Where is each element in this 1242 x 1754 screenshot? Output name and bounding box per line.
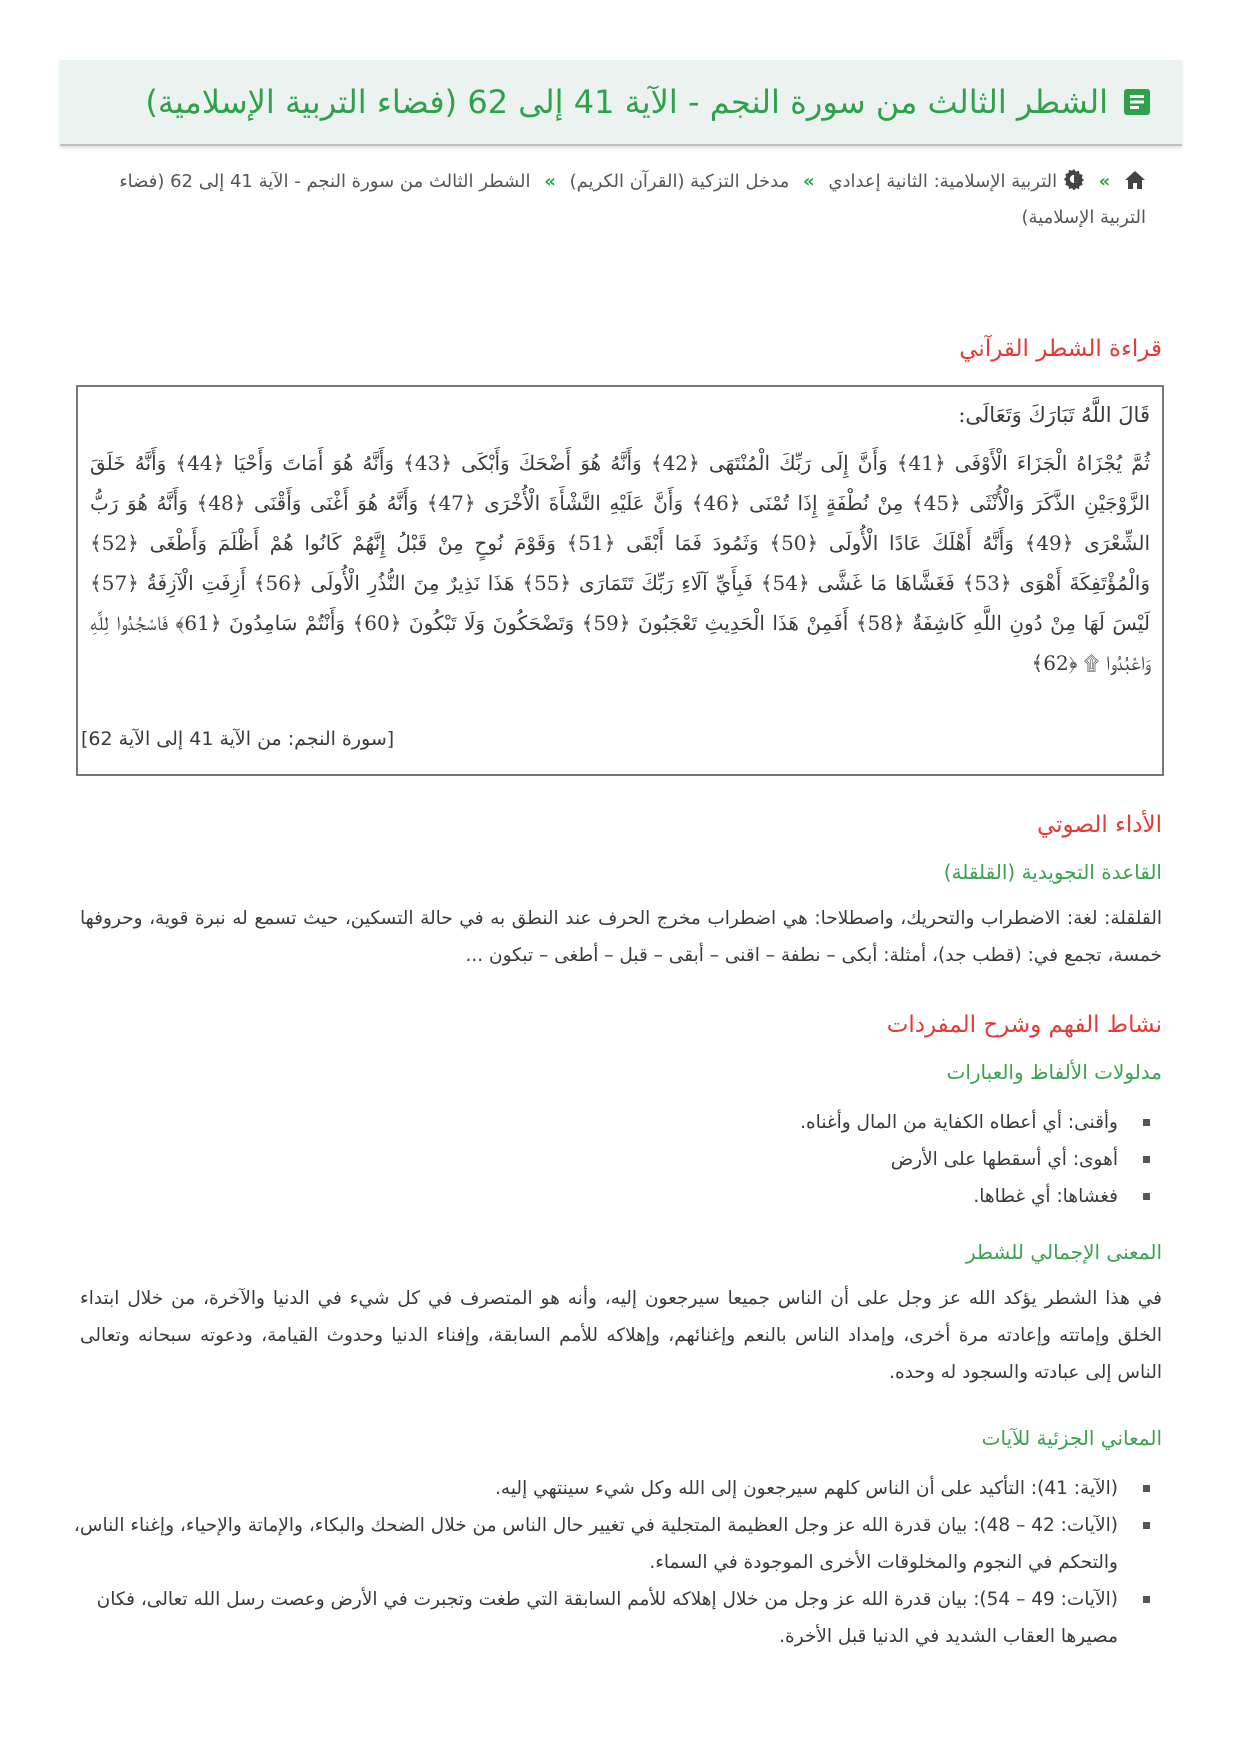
breadcrumb-current: الشطر الثالث من سورة النجم - الآية 41 إلى 62 (فضاء التربية الإسلامية) (119, 171, 1146, 228)
list-item: (الآيات: 49 – 54): بيان قدرة الله عز وجل من خلال إهلاكه للأمم السابقة التي طغت وتجبرت في الأرض وعصت رسل الله تعالى، فكان مصيرها العقاب الشديد في الدنيا قبل الأخرة. (38, 1581, 1118, 1655)
quran-reference: [سورة النجم: من الآية 41 إلى الآية 62] (81, 728, 395, 750)
gear-icon (1063, 168, 1085, 190)
breadcrumb (96, 164, 1146, 236)
list-item: أهوى: أي أسقطها على الأرض (38, 1141, 1118, 1178)
list-item: وأقنى: أي أعطاه الكفاية من المال وأغناه. (38, 1104, 1118, 1141)
general-meaning-text: في هذا الشطر يؤكد الله عز وجل على أن الناس جميعا سيرجعون إليه، وأنه هو المتصرف في كل شيء في الدنيا والآخرة، من خلال ابتداء الخلق وإماتته وإعادته مرة أخرى، وإمداد الناس بالنعم وإغنائهم، وإهلاكه للأمم السابقة، وإفناء الدنيا وحدوث القيامة، ودعوته سبحانه وتعالى الناس إلى عبادته والسجود له وحده. (80, 1288, 1162, 1383)
vocab-list (38, 1104, 1162, 1215)
list-item: فغشاها: أي غطاها. (38, 1178, 1118, 1215)
quran-box (76, 385, 1164, 776)
understanding-heading: نشاط الفهم وشرح المفردات (886, 1012, 1162, 1038)
partial-meanings-subheading: المعاني الجزئية للآيات (981, 1426, 1162, 1450)
audio-heading: الأداء الصوتي (1036, 812, 1162, 838)
vocab-subheading: مدلولات الألفاظ والعبارات (946, 1060, 1162, 1084)
bullet-square-icon (1143, 1193, 1150, 1200)
home-icon[interactable] (1124, 170, 1146, 190)
document-list-icon (1122, 87, 1152, 117)
list-item: (الآية: 41): التأكيد على أن الناس كلهم سيرجعون إلى الله وكل شيء سينتهي إليه. (38, 1470, 1118, 1507)
quran-verses: ثُمَّ يُجْزَاهُ الْجَزَاءَ الْأَوْفَى ﴿41﴾ وَأَنَّ إِلَى رَبِّكَ الْمُنْتَهَى ﴿42﴾ وَأَنَّهُ هُوَ أَضْحَكَ وَأَبْكَى ﴿43﴾ وَأَنَّهُ هُوَ أَمَاتَ وَأَحْيَا ﴿44﴾ وَأَنَّهُ خَلَقَ الزَّوْجَيْنِ الذَّكَرَ وَالْأُنْثَى ﴿45﴾ مِنْ نُطْفَةٍ إِذَا تُمْنَى ﴿46﴾ وَأَنَّ عَلَيْهِ النَّشْأَةَ الْأُخْرَى ﴿47﴾ وَأَنَّهُ هُوَ أَغْنَى وَأَقْنَى ﴿48﴾ وَأَنَّهُ هُوَ رَبُّ الشِّعْرَى ﴿49﴾ وَأَنَّهُ أَهْلَكَ عَادًا الْأُولَى ﴿50﴾ وَثَمُودَ فَمَا أَبْقَى ﴿51﴾ وَقَوْمَ نُوحٍ مِنْ قَبْلُ إِنَّهُمْ كَانُوا هُمْ أَظْلَمَ وَأَطْغَى ﴿52﴾ وَالْمُؤْتَفِكَةَ أَهْوَى ﴿53﴾ فَغَشَّاهَا مَا غَشَّى ﴿54﴾ فَبِأَيِّ آلَاءِ رَبِّكَ تَتَمَارَى ﴿55﴾ هَذَا نَذِيرٌ مِنَ النُّذُرِ الْأُولَى ﴿56﴾ أَزِفَتِ الْآزِفَةُ ﴿57﴾ لَيْسَ لَهَا مِنْ دُونِ اللَّهِ كَاشِفَةٌ ﴿58﴾ أَفَمِنْ هَذَا الْحَدِيثِ تَعْجَبُونَ ﴿59﴾ وَتَضْحَكُونَ وَلَا تَبْكُونَ ﴿60﴾ وَأَنْتُمْ سَامِدُونَ ﴿61﴾ فَاسْجُدُوا لِلَّهِ وَاعْبُدُوا ۩ ﴿62﴾ (90, 451, 1151, 675)
bullet-square-icon (1143, 1522, 1150, 1529)
partial-meanings-list (38, 1470, 1162, 1655)
breadcrumb-link-grade[interactable]: التربية الإسلامية: الثانية إعدادي (828, 171, 1058, 192)
reading-heading: قراءة الشطر القرآني (959, 336, 1162, 362)
breadcrumb-separator: » (1098, 171, 1111, 192)
quran-intro: قَالَ اللَّهُ تَبَارَكَ وَتَعَالَى: (958, 403, 1150, 427)
bullet-square-icon (1143, 1156, 1150, 1163)
bullet-square-icon (1143, 1596, 1150, 1603)
breadcrumb-link-unit[interactable]: مدخل التزكية (القرآن الكريم) (569, 171, 790, 192)
breadcrumb-separator: » (803, 171, 815, 192)
bullet-square-icon (1143, 1485, 1150, 1492)
qalqala-text: القلقلة: لغة: الاضطراب والتحريك، واصطلاحا: هي اضطراب مخرج الحرف عند النطق به في حالة التسكين، حيث تسمع له نبرة قوية، وحروفها خمسة، تجمع في: (قطب جد)، أمثلة: أبكى – نطفة – اقنى – أبقى – قبل – أطغى – تبكون ... (80, 908, 1162, 966)
list-item: (الآيات: 42 – 48): بيان قدرة الله عز وجل العظيمة المتجلية في تغيير حال الناس من خلال الضحك والبكاء، والإماتة والإحياء، وإغناء الناس، والتحكم في النجوم والمخلوقات الأخرى الموجودة في السماء. (38, 1507, 1118, 1581)
title-bar (60, 60, 1182, 146)
tajweed-subheading: القاعدة التجويدية (القلقلة) (943, 860, 1162, 884)
bullet-square-icon (1143, 1119, 1150, 1126)
breadcrumb-separator: » (544, 171, 556, 192)
general-meaning-subheading: المعنى الإجمالي للشطر (965, 1240, 1162, 1264)
page-title: الشطر الثالث من سورة النجم - الآية 41 إلى 62 (فضاء التربية الإسلامية) (145, 83, 1108, 121)
